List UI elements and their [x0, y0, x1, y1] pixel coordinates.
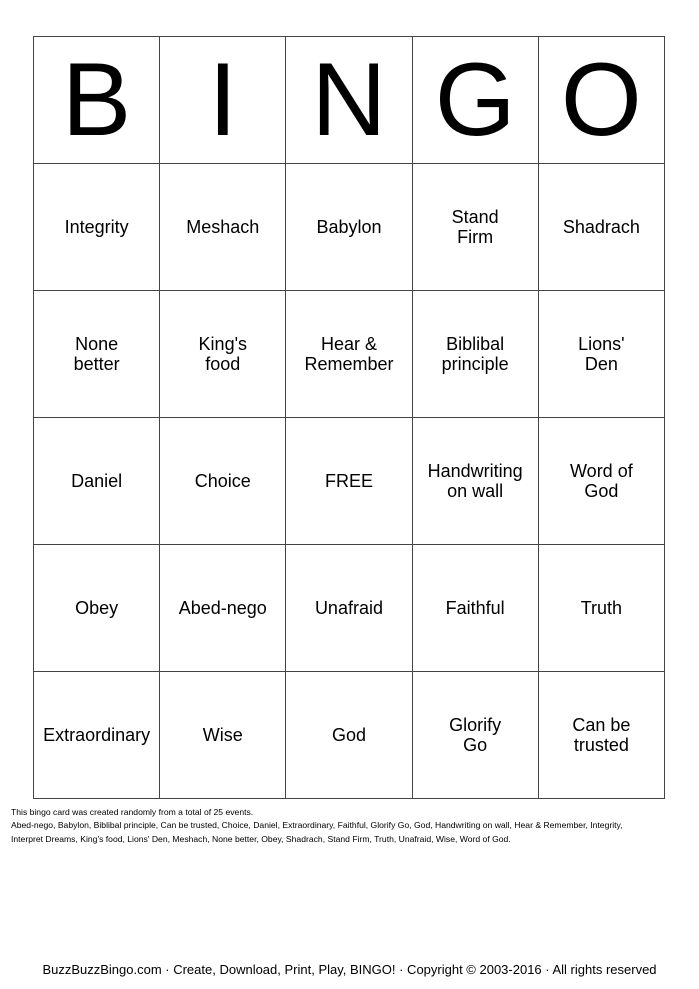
bingo-card [33, 36, 665, 799]
bingo-cell: None better [34, 291, 160, 418]
bingo-cell: Choice [160, 418, 286, 545]
bingo-cell: Can be trusted [538, 672, 664, 799]
bingo-cell: Daniel [34, 418, 160, 545]
bingo-cell: Unafraid [286, 545, 412, 672]
footnote-event-list-continued: Interpret Dreams, King's food, Lions' Den, Meshach, None better, Obey, Shadrach, Stand Firm, Truth, Unafraid, Wise, Word of God. [11, 833, 511, 844]
bingo-cell: Meshach [160, 164, 286, 291]
header-letter-g: G [412, 37, 538, 164]
bingo-cell: Handwriting on wall [412, 418, 538, 545]
header-letter-i: I [160, 37, 286, 164]
bingo-cell: Integrity [34, 164, 160, 291]
bingo-row-1 [34, 164, 665, 291]
bingo-row-2 [34, 291, 665, 418]
bingo-cell: Faithful [412, 545, 538, 672]
bingo-row-5 [34, 672, 665, 799]
page-footer: BuzzBuzzBingo.com · Create, Download, Print, Play, BINGO! · Copyright © 2003-2016 · All rights reserved [42, 962, 657, 977]
free-space-cell: FREE [286, 418, 412, 545]
bingo-cell: Extraordinary [34, 672, 160, 799]
bingo-header-row [34, 37, 665, 164]
bingo-cell: God [286, 672, 412, 799]
bingo-cell: Babylon [286, 164, 412, 291]
bingo-cell: Obey [34, 545, 160, 672]
bingo-cell: Glorify Go [412, 672, 538, 799]
header-letter-n: N [286, 37, 412, 164]
bingo-cell: King's food [160, 291, 286, 418]
bingo-cell: Abed-nego [160, 545, 286, 672]
bingo-cell: Lions' Den [538, 291, 664, 418]
header-letter-b: B [34, 37, 160, 164]
bingo-row-3 [34, 418, 665, 545]
footnote-intro: This bingo card was created randomly from a total of 25 events. [11, 807, 254, 817]
bingo-cell: Wise [160, 672, 286, 799]
footnote-event-list: Abed-nego, Babylon, Biblibal principle, Can be trusted, Choice, Daniel, Extraordinary, Faithful, Glorify Go, God, Handwriting on wall, Hear & Remember, Integrity, [11, 820, 623, 831]
bingo-cell: Stand Firm [412, 164, 538, 291]
bingo-cell: Hear & Remember [286, 291, 412, 418]
bingo-cell: Word of God [538, 418, 664, 545]
bingo-cell: Truth [538, 545, 664, 672]
bingo-cell: Shadrach [538, 164, 664, 291]
header-letter-o: O [538, 37, 664, 164]
bingo-cell: Biblibal principle [412, 291, 538, 418]
card-footnote [11, 806, 695, 846]
bingo-row-4 [34, 545, 665, 672]
